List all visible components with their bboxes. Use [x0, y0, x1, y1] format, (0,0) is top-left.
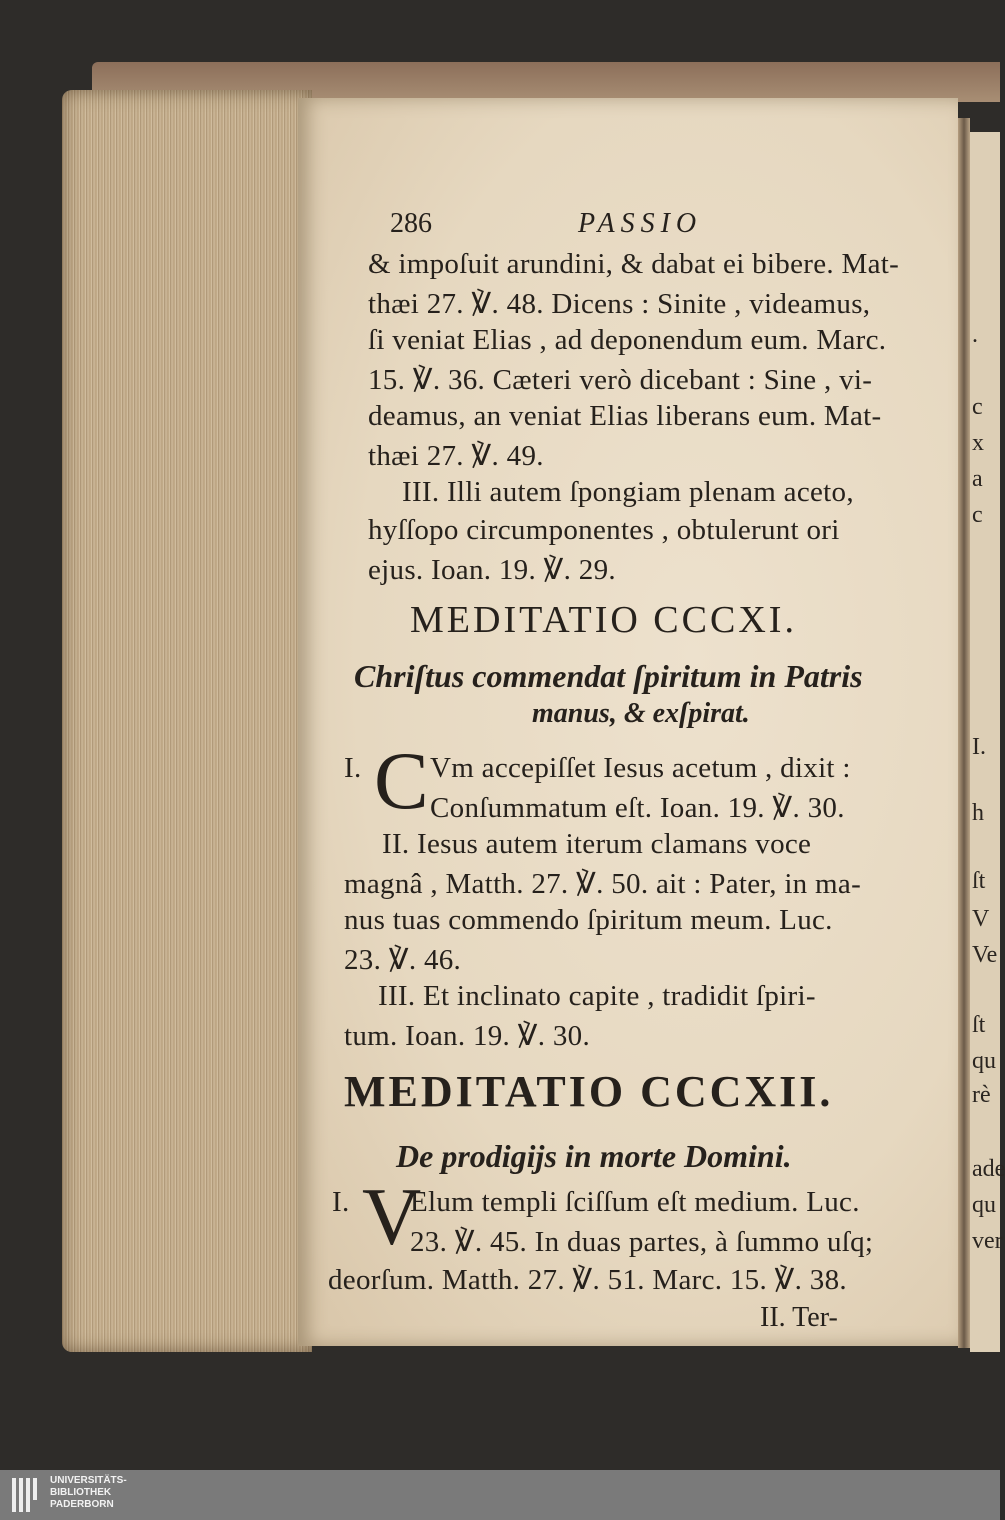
text-fragment: a — [972, 466, 983, 492]
text-line: magnâ , Matth. 27. ℣. 50. ait : Pater, in ma- — [344, 868, 862, 900]
text-fragment: x — [972, 430, 984, 456]
text-fragment: c — [972, 394, 983, 420]
text-line: & impoſuit arundini, & dabat ei bibere. Mat- — [368, 248, 900, 280]
text-line: III. Illi autem ſpongiam plenam aceto, — [402, 476, 854, 508]
meditation-title: MEDITATIO CCCXII. — [344, 1067, 834, 1116]
text-fragment: . — [972, 322, 978, 348]
text-line: thæi 27. ℣. 48. Dicens : Sinite , videamus, — [368, 288, 871, 320]
text-fragment: rè — [972, 1082, 991, 1108]
text-line: Elum templi ſciſſum eſt medium. Luc. — [410, 1186, 860, 1218]
text-fragment: c — [972, 502, 983, 528]
catchword: II. Ter- — [760, 1302, 838, 1333]
book-gutter — [958, 118, 970, 1348]
library-name — [50, 1475, 127, 1511]
text-line: deamus, an veniat Elias liberans eum. Mat- — [368, 400, 882, 432]
text-fragment: ver — [972, 1228, 1003, 1254]
text-line: deorſum. Matth. 27. ℣. 51. Marc. 15. ℣. 38. — [328, 1264, 847, 1296]
paragraph-numeral: I. — [344, 752, 362, 784]
drop-cap: C — [374, 735, 429, 826]
text-line: nus tuas commendo ſpiritum meum. Luc. — [344, 904, 833, 936]
library-logo-icon — [12, 1478, 42, 1512]
text-line: Vm accepiſſet Iesus acetum , dixit : — [430, 752, 851, 784]
text-line: thæi 27. ℣. 49. — [368, 440, 544, 472]
library-name-line: BIBLIOTHEK — [50, 1487, 112, 1498]
meditation-subtitle: De prodigijs in morte Domini. — [396, 1138, 792, 1174]
library-name-line: PADERBORN — [50, 1499, 114, 1510]
text-fragment: h — [972, 800, 984, 826]
running-head: PASSIO — [578, 208, 703, 239]
right-page-edge — [970, 132, 1005, 1352]
book — [62, 62, 1005, 1352]
text-fragment: qu — [972, 1192, 996, 1218]
library-name-line: UNIVERSITÄTS- — [50, 1475, 127, 1486]
text-line: ejus. Ioan. 19. ℣. 29. — [368, 554, 616, 586]
text-fragment: I. — [972, 734, 986, 760]
text-fragment: qu — [972, 1048, 996, 1074]
meditation-subtitle: manus, & exſpirat. — [532, 698, 750, 729]
text-line: III. Et inclinato capite , tradidit ſpiri- — [378, 980, 816, 1012]
text-line: II. Iesus autem iterum clamans voce — [382, 828, 812, 860]
text-fragment: ade — [972, 1156, 1005, 1182]
left-page — [298, 98, 958, 1346]
text-line: ſi veniat Elias , ad deponendum eum. Marc. — [368, 324, 887, 356]
text-line: tum. Ioan. 19. ℣. 30. — [344, 1020, 591, 1052]
footer-bar — [0, 1470, 1000, 1520]
paragraph-numeral: I. — [332, 1186, 350, 1218]
page-edges — [62, 90, 312, 1352]
text-line: 15. ℣. 36. Cæteri verò dicebant : Sine , vi- — [368, 364, 873, 396]
text-line: hyſſopo circumponentes , obtulerunt ori — [368, 514, 840, 546]
text-fragment: Ve — [972, 942, 998, 968]
meditation-title: MEDITATIO CCCXI. — [410, 599, 797, 641]
text-line: 23. ℣. 46. — [344, 944, 462, 976]
text-line: Conſummatum eſt. Ioan. 19. ℣. 30. — [430, 792, 845, 824]
drop-cap: V — [362, 1171, 422, 1262]
text-fragment: ſt — [972, 868, 986, 894]
page-number: 286 — [390, 208, 432, 239]
text-fragment: V — [972, 906, 990, 932]
text-line: 23. ℣. 45. In duas partes, à ſummo uſq; — [410, 1226, 874, 1258]
meditation-subtitle: Chriſtus commendat ſpiritum in Patris — [354, 658, 863, 694]
text-fragment: ſt — [972, 1012, 986, 1038]
